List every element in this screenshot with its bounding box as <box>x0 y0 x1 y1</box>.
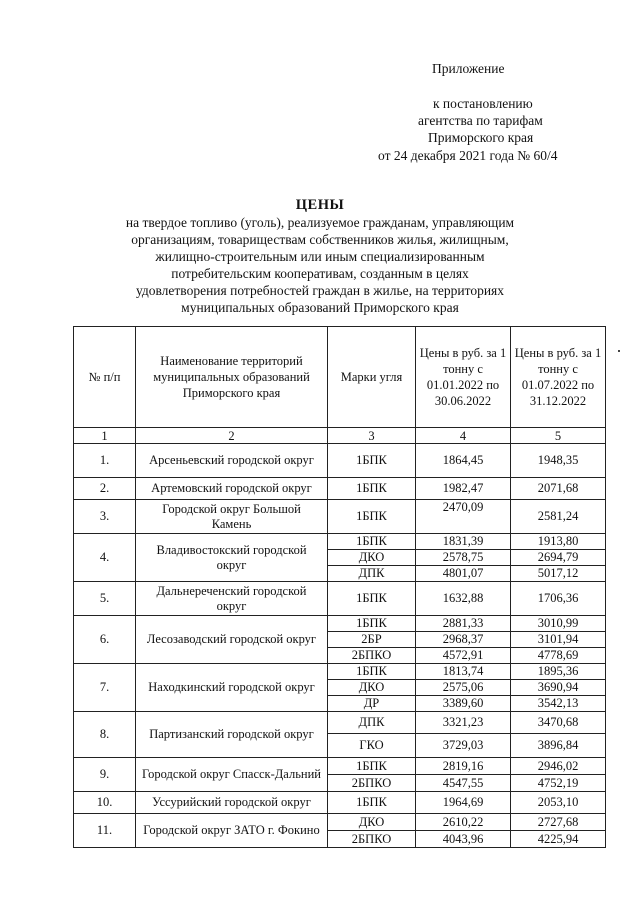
column-index: 1 <box>74 428 136 444</box>
price-h1: 4043,96 <box>416 831 511 848</box>
coal-grade: 2БР <box>328 632 416 648</box>
title-line-1: на твердое топливо (уголь), реализуемое гражданам, управляющим <box>125 215 515 230</box>
price-h2: 3896,84 <box>511 734 606 758</box>
table-header-row <box>74 327 606 428</box>
price-h2: 2071,68 <box>511 478 606 500</box>
title-line-3: жилищно-строительным или иным специализированным <box>155 249 485 264</box>
coal-grade: 1БПК <box>328 792 416 814</box>
document-title-block <box>0 196 640 316</box>
coal-grade: 2БПКО <box>328 831 416 848</box>
territory-name: Находкинский городской округ <box>136 664 328 712</box>
price-h2: 1913,80 <box>511 534 606 550</box>
table-row <box>74 814 606 831</box>
row-number: 7. <box>74 664 136 712</box>
column-index: 4 <box>416 428 511 444</box>
coal-grade: ГКО <box>328 734 416 758</box>
price-h1: 1964,69 <box>416 792 511 814</box>
price-h2: 2581,24 <box>511 500 606 534</box>
price-h1: 2968,37 <box>416 632 511 648</box>
coal-grade: 1БПК <box>328 758 416 775</box>
header-num: № п/п <box>74 327 136 428</box>
territory-name: Уссурийский городской округ <box>136 792 328 814</box>
coal-grade: 1БПК <box>328 478 416 500</box>
territory-name: Городской округ Спасск-Дальний <box>136 758 328 792</box>
title-line-5: удовлетворения потребностей граждан в жилье, на территориях <box>135 283 505 298</box>
coal-grade: 2БПКО <box>328 775 416 792</box>
price-h1: 2578,75 <box>416 550 511 566</box>
price-h2: 1895,36 <box>511 664 606 680</box>
territory-name: Городской округ Большой Камень <box>136 500 328 534</box>
appendix-label: Приложение <box>432 61 505 76</box>
price-table <box>73 326 606 848</box>
price-h2: 1706,36 <box>511 582 606 616</box>
price-h2: 2053,10 <box>511 792 606 814</box>
table-body <box>74 444 606 848</box>
price-h2: 3542,13 <box>511 696 606 712</box>
coal-grade: ДР <box>328 696 416 712</box>
coal-grade: 1БПК <box>328 534 416 550</box>
price-h2: 3101,94 <box>511 632 606 648</box>
resolution-line-1: к постановлению <box>433 96 533 111</box>
table-row <box>74 534 606 550</box>
territory-name: Лесозаводский городской округ <box>136 616 328 664</box>
price-h2: 5017,12 <box>511 566 606 582</box>
coal-grade: ДКО <box>328 814 416 831</box>
title-line-6: муниципальных образований Приморского края <box>181 300 459 315</box>
territory-name: Городской округ ЗАТО г. Фокино <box>136 814 328 848</box>
price-h1: 1831,39 <box>416 534 511 550</box>
title-line-4: потребительским кооперативам, созданным в целях <box>171 266 469 281</box>
title-line-2: организациям, товариществам собственников жилья, жилищным, <box>131 232 509 247</box>
table-row <box>74 664 606 680</box>
table-row <box>74 792 606 814</box>
column-index-row <box>74 428 606 444</box>
price-h1: 2881,33 <box>416 616 511 632</box>
price-h2: 2727,68 <box>511 814 606 831</box>
coal-grade: 1БПК <box>328 664 416 680</box>
coal-grade: 1БПК <box>328 500 416 534</box>
coal-grade: ДПК <box>328 566 416 582</box>
row-number: 11. <box>74 814 136 848</box>
table-row <box>74 582 606 616</box>
row-number: 10. <box>74 792 136 814</box>
price-h1: 3321,23 <box>416 712 511 734</box>
table-row <box>74 616 606 632</box>
price-h1: 2610,22 <box>416 814 511 831</box>
header-price-h2: Цены в руб. за 1 тонну с 01.07.2022 по 31.12.2022 <box>511 327 606 428</box>
coal-grade: ДКО <box>328 680 416 696</box>
price-h2: 4752,19 <box>511 775 606 792</box>
header-coal-grade: Марки угля <box>328 327 416 428</box>
price-h1: 1982,47 <box>416 478 511 500</box>
column-index: 2 <box>136 428 328 444</box>
row-number: 8. <box>74 712 136 758</box>
price-h1: 2470,09 <box>416 500 511 534</box>
row-number: 2. <box>74 478 136 500</box>
row-number: 3. <box>74 500 136 534</box>
coal-grade: ДПК <box>328 712 416 734</box>
price-h2: 2694,79 <box>511 550 606 566</box>
coal-grade: 2БПКО <box>328 648 416 664</box>
price-h2: 4225,94 <box>511 831 606 848</box>
price-h1: 3729,03 <box>416 734 511 758</box>
price-h2: 1948,35 <box>511 444 606 478</box>
table-row <box>74 500 606 534</box>
resolution-line-2: агентства по тарифам <box>418 113 543 128</box>
coal-grade: 1БПК <box>328 444 416 478</box>
price-h1: 3389,60 <box>416 696 511 712</box>
column-index: 3 <box>328 428 416 444</box>
price-h2: 3010,99 <box>511 616 606 632</box>
price-h1: 1813,74 <box>416 664 511 680</box>
coal-grade: ДКО <box>328 550 416 566</box>
row-number: 9. <box>74 758 136 792</box>
price-h2: 2946,02 <box>511 758 606 775</box>
header-price-h1: Цены в руб. за 1 тонну с 01.01.2022 по 30.06.2022 <box>416 327 511 428</box>
territory-name: Дальнереченский городской округ <box>136 582 328 616</box>
scan-speck <box>618 350 620 352</box>
price-h1: 2575,06 <box>416 680 511 696</box>
price-h1: 1632,88 <box>416 582 511 616</box>
territory-name: Арсеньевский городской округ <box>136 444 328 478</box>
territory-name: Владивостокский городской округ <box>136 534 328 582</box>
document-title: ЦЕНЫ <box>295 197 345 213</box>
column-index: 5 <box>511 428 606 444</box>
price-h1: 4547,55 <box>416 775 511 792</box>
row-number: 5. <box>74 582 136 616</box>
coal-grade: 1БПК <box>328 616 416 632</box>
price-h1: 1864,45 <box>416 444 511 478</box>
table-row <box>74 712 606 734</box>
table-row <box>74 444 606 478</box>
coal-grade: 1БПК <box>328 582 416 616</box>
row-number: 6. <box>74 616 136 664</box>
price-h1: 4572,91 <box>416 648 511 664</box>
resolution-line-3: Приморского края <box>428 130 534 145</box>
territory-name: Артемовский городской округ <box>136 478 328 500</box>
price-h1: 4801,07 <box>416 566 511 582</box>
price-h2: 3690,94 <box>511 680 606 696</box>
price-h2: 3470,68 <box>511 712 606 734</box>
territory-name: Партизанский городской округ <box>136 712 328 758</box>
table-row <box>74 758 606 775</box>
price-h1: 2819,16 <box>416 758 511 775</box>
header-territory: Наименование территорий муниципальных образований Приморского края <box>136 327 328 428</box>
row-number: 1. <box>74 444 136 478</box>
row-number: 4. <box>74 534 136 582</box>
price-h2: 4778,69 <box>511 648 606 664</box>
resolution-date: от 24 декабря 2021 года № 60/4 <box>378 148 558 163</box>
table-row <box>74 478 606 500</box>
